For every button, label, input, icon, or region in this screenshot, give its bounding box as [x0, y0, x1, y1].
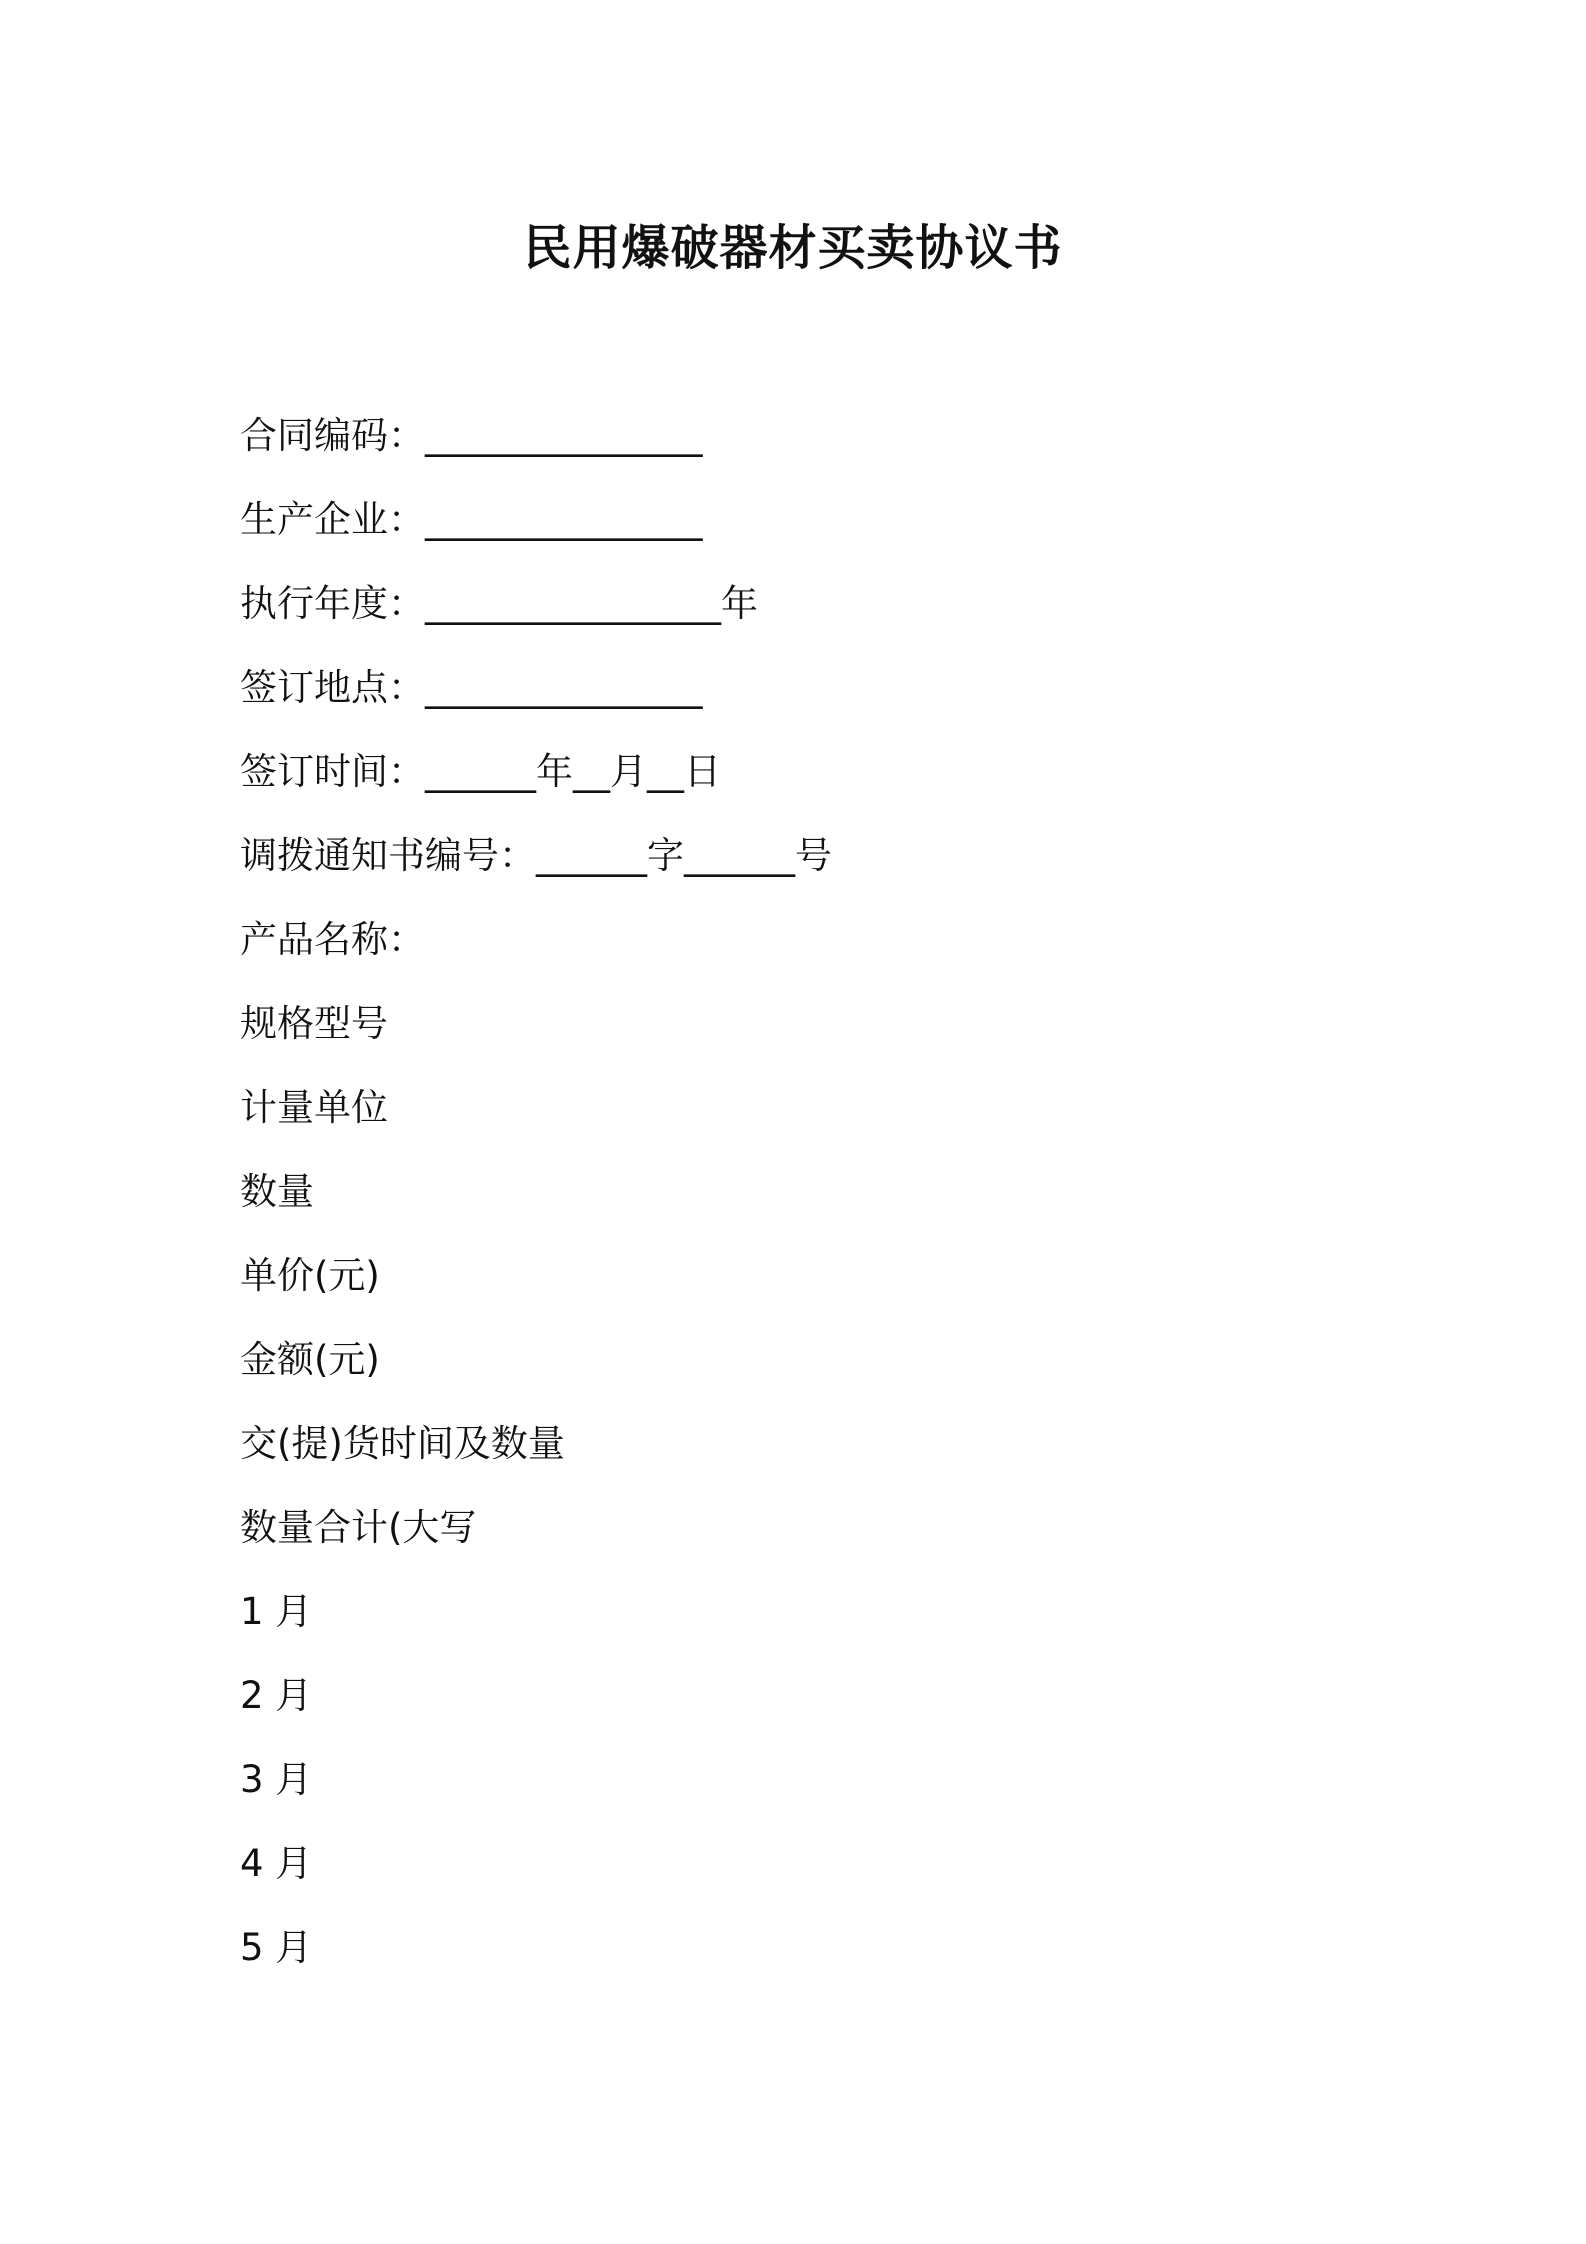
- field-unit: 计量单位: [240, 1086, 388, 1129]
- field-signing-place: 签订地点：_______________: [240, 666, 703, 709]
- field-amount: 金额(元): [240, 1338, 380, 1381]
- field-allocation-notice-number: 调拨通知书编号：______字______号: [240, 834, 832, 877]
- field-total-quantity: 数量合计(大写: [240, 1506, 477, 1549]
- field-quantity: 数量: [240, 1170, 314, 1213]
- field-delivery-time-quantity: 交(提)货时间及数量: [240, 1422, 565, 1465]
- document-title: 民用爆破器材买卖协议书: [523, 220, 1063, 276]
- month-2: 2 月: [240, 1674, 313, 1717]
- document-body: [240, 408, 1440, 2004]
- field-unit-price: 单价(元): [240, 1254, 380, 1297]
- field-signing-date: 签订时间：______年__月__日: [240, 750, 721, 793]
- month-5: 5 月: [240, 1926, 313, 1969]
- field-specification: 规格型号: [240, 1002, 388, 1045]
- month-4: 4 月: [240, 1842, 313, 1885]
- field-product-name: 产品名称：: [240, 918, 425, 961]
- field-manufacturer: 生产企业：_______________: [240, 498, 703, 541]
- field-contract-code: 合同编码：_______________: [240, 414, 703, 457]
- month-1: 1 月: [240, 1590, 313, 1633]
- field-execution-year: 执行年度：________________年: [240, 582, 758, 625]
- month-3: 3 月: [240, 1758, 313, 1801]
